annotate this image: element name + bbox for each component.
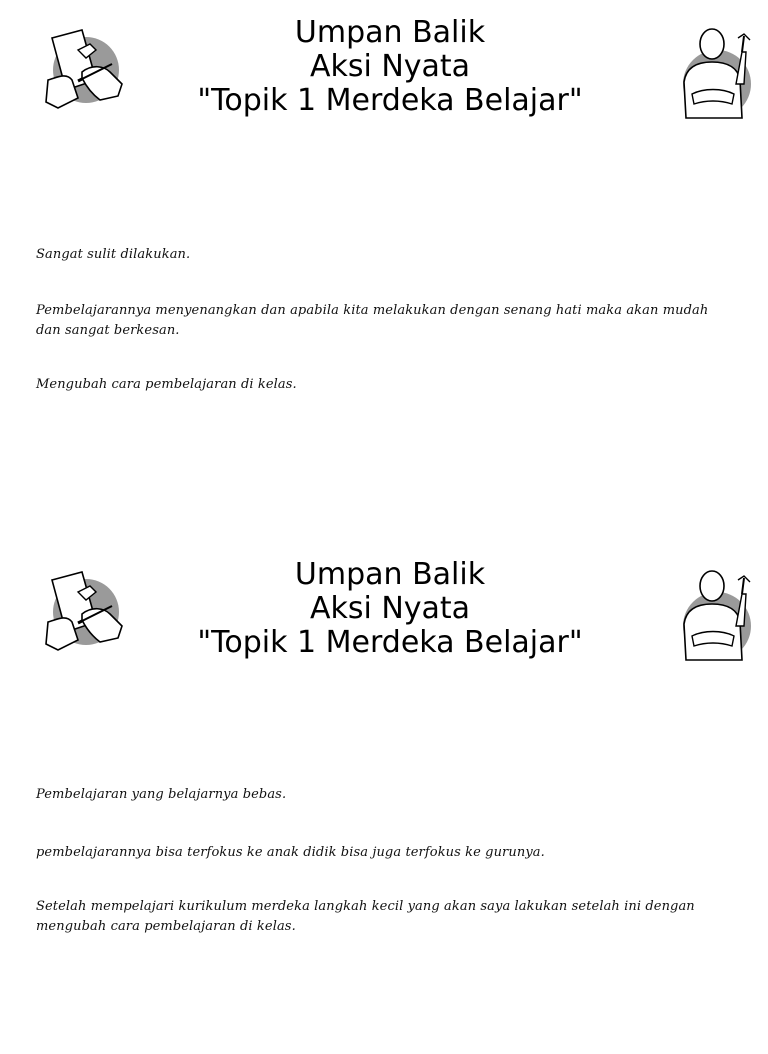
writing-hand-icon xyxy=(38,20,128,120)
comment-text: Mengubah cara pembelajaran di kelas. xyxy=(36,377,297,392)
comment-text: Pembelajarannya menyenangkan dan apabila kita melakukan dengan senang hati maka akan mudah dan sangat berkesan. xyxy=(36,303,709,338)
title-line-3: "Topik 1 Merdeka Belajar" xyxy=(197,625,583,660)
feedback-card-2 xyxy=(0,542,768,1054)
comment-text: Setelah mempelajari kurikulum merdeka langkah kecil yang akan saya lakukan setelah ini dengan mengubah cara pembelajaran di kelas. xyxy=(36,899,695,934)
writing-hand-icon xyxy=(38,562,128,662)
title-line-1: Umpan Balik xyxy=(294,15,486,50)
pointing-person-icon xyxy=(672,22,762,122)
comment-text: pembelajarannya bisa terfokus ke anak didik bisa juga terfokus ke gurunya. xyxy=(36,845,545,860)
title-line-3: "Topik 1 Merdeka Belajar" xyxy=(197,83,583,118)
comment-text: Pembelajaran yang belajarnya bebas. xyxy=(36,787,287,802)
card-title xyxy=(140,16,640,118)
comment-text: Sangat sulit dilakukan. xyxy=(36,247,191,262)
title-line-2: Aksi Nyata xyxy=(309,591,471,626)
title-line-2: Aksi Nyata xyxy=(309,49,471,84)
feedback-card-1 xyxy=(0,0,768,512)
card-title xyxy=(140,558,640,660)
title-line-1: Umpan Balik xyxy=(294,557,486,592)
pointing-person-icon xyxy=(672,564,762,664)
